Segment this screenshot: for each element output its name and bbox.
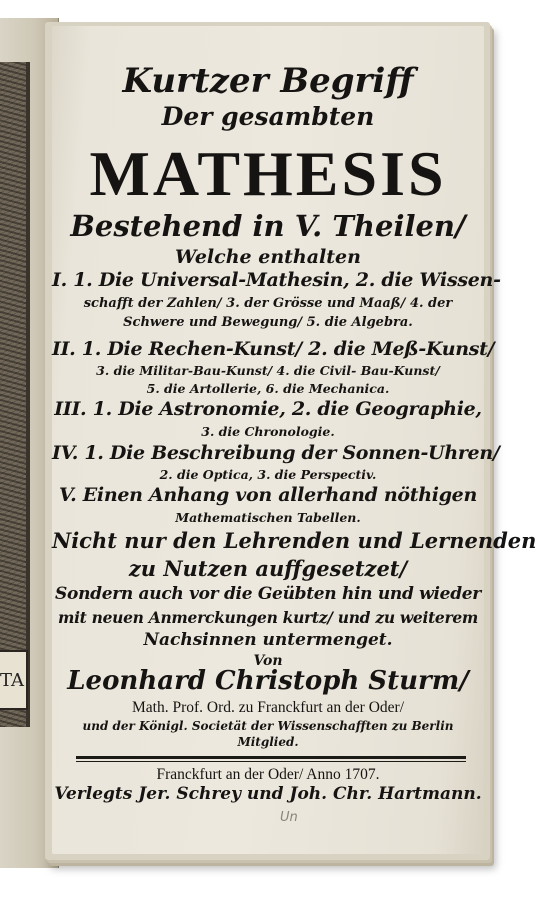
title-line-kurtzer-begriff: Kurtzer Begriff bbox=[122, 61, 414, 101]
part-4-line-1: IV. 1. Die Beschreibung der Sonnen-Uhren/ bbox=[52, 442, 500, 464]
imprint-publisher: Verlegts Jer. Schrey und Joh. Chr. Hartmann. bbox=[54, 784, 482, 804]
part-3-line-1: III. 1. Die Astronomie, 2. die Geographie, bbox=[54, 398, 482, 420]
purpose-line-5: Nachsinnen untermenget. bbox=[143, 630, 393, 650]
purpose-line-2: zu Nutzen auffgesetzet/ bbox=[128, 556, 408, 581]
part-4-line-2: 2. die Optica, 3. die Perspectiv. bbox=[159, 467, 377, 482]
purpose-line-4: mit neuen Anmerckungen kurtz/ und zu weiterem bbox=[57, 608, 479, 627]
title-page bbox=[52, 26, 537, 854]
frontispiece-label: TA bbox=[0, 650, 28, 710]
title-line-welche-enthalten: Welche enthalten bbox=[175, 246, 361, 268]
purpose-line-1: Nicht nur den Lehrenden und Lernenden bbox=[52, 528, 537, 553]
part-5-line-2: Mathematischen Tabellen. bbox=[175, 510, 361, 525]
author-affiliation-3: Mitglied. bbox=[237, 735, 299, 749]
imprint-rule-thin bbox=[76, 761, 466, 762]
part-1-line-3: Schwere und Bewegung/ 5. die Algebra. bbox=[123, 315, 413, 330]
author-affiliation-2: und der Königl. Societät der Wissenschafften zu Berlin bbox=[82, 719, 454, 733]
purpose-line-3: Sondern auch vor die Geübten hin und wieder bbox=[55, 584, 481, 604]
part-1-line-2: schafft der Zahlen/ 3. der Grösse und Maaß/ 4. der bbox=[83, 296, 453, 311]
title-line-der-gesambten: Der gesambten bbox=[161, 102, 375, 131]
part-5-line-1: V. Einen Anhang von allerhand nöthigen bbox=[59, 484, 477, 506]
imprint-rule-thick bbox=[76, 756, 466, 759]
part-3-line-2: 3. die Chronologie. bbox=[201, 424, 335, 439]
title-line-bestehend: Bestehend in V. Theilen/ bbox=[70, 209, 466, 243]
engraving-frame bbox=[26, 62, 30, 727]
part-2-line-1: II. 1. Die Rechen-Kunst/ 2. die Meß-Kunst/ bbox=[52, 338, 495, 360]
title-mathesis: MATHESIS bbox=[89, 138, 447, 209]
von-label: Von bbox=[253, 653, 283, 669]
author-name: Leonhard Christoph Sturm/ bbox=[67, 666, 469, 696]
part-1-line-1: I. 1. Die Universal-Mathesin, 2. die Wissen- bbox=[52, 269, 501, 291]
author-affiliation-1: Math. Prof. Ord. zu Franckfurt an der Oder/ bbox=[131, 699, 405, 716]
imprint-place-date: Franckfurt an der Oder/ Anno 1707. bbox=[156, 766, 380, 783]
part-2-line-2: 3. die Militar-Bau-Kunst/ 4. die Civil- Bau-Kunst/ bbox=[96, 363, 440, 378]
part-2-line-3: 5. die Artollerie, 6. die Mechanica. bbox=[146, 381, 390, 396]
pencil-annotation: Un bbox=[280, 810, 298, 825]
